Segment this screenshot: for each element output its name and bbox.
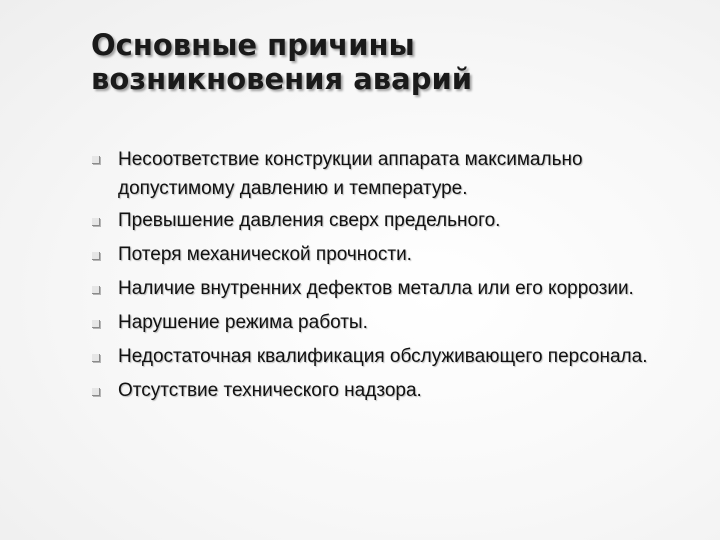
bullet-text: Недостаточная квалификация обслуживающего персонала. [118, 346, 648, 367]
bullet-item [92, 145, 702, 203]
bullet-text: Превышение давления сверх предельного. [118, 210, 501, 231]
square-bullet-icon [92, 286, 100, 294]
bullet-text: Наличие внутренних дефектов металла или его коррозии. [118, 278, 634, 299]
bullet-item [92, 376, 702, 406]
bullet-item [92, 342, 702, 372]
square-bullet-icon [92, 354, 100, 362]
bullet-item [92, 274, 702, 304]
bullet-text: Отсутствие технического надзора. [118, 380, 422, 401]
square-bullet-icon [92, 320, 100, 328]
bullet-text: Нарушение режима работы. [118, 312, 368, 333]
square-bullet-icon [92, 388, 100, 396]
bullet-item [92, 206, 702, 236]
slide-title: Основные причины возникновения аварий [91, 28, 473, 96]
bullet-list [92, 145, 702, 410]
bullet-text: Несоответствие конструкции аппарата максимально допустимому давлению и температуре. [118, 149, 583, 199]
square-bullet-icon [92, 156, 100, 164]
bullet-item [92, 308, 702, 338]
bullet-item [92, 240, 702, 270]
square-bullet-icon [92, 218, 100, 226]
bullet-text: Потеря механической прочности. [118, 244, 412, 265]
square-bullet-icon [92, 252, 100, 260]
